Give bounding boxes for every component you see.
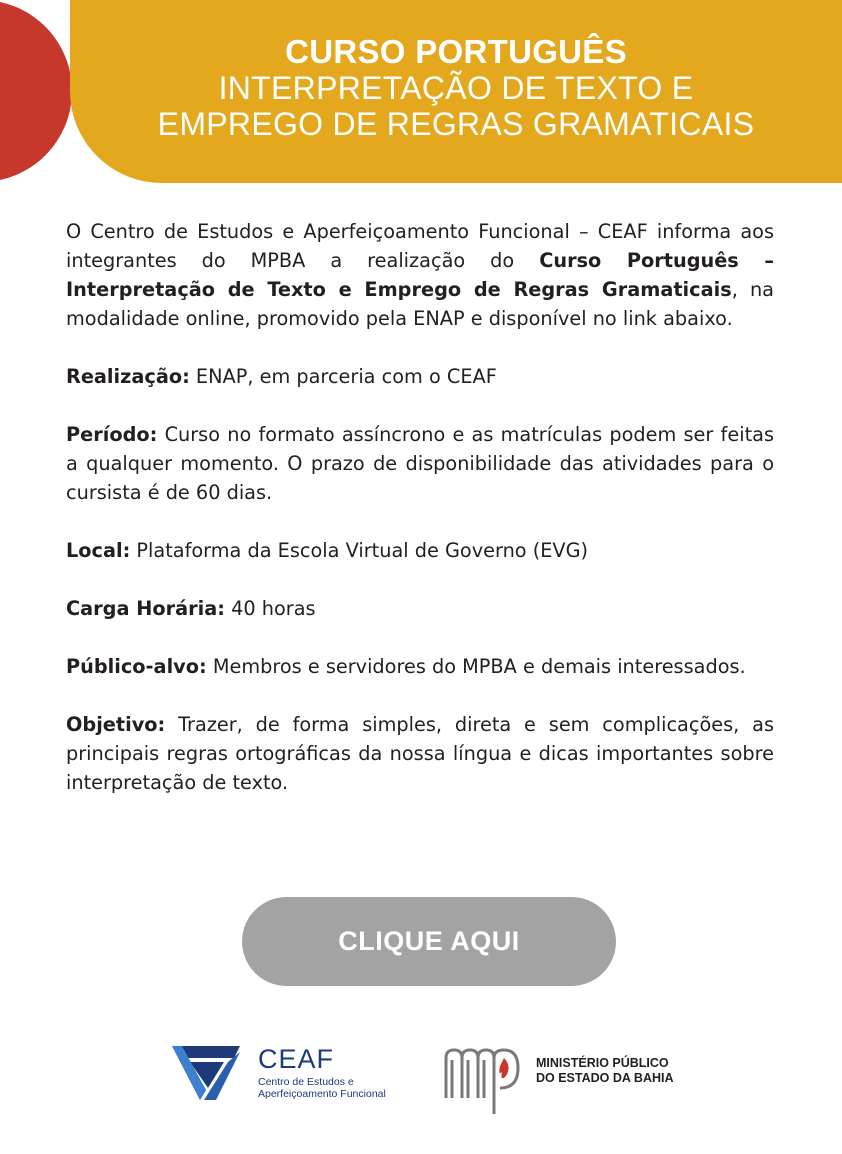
detail-label: Local:	[66, 539, 131, 562]
detail-label: Carga Horária:	[66, 597, 225, 620]
detail-value: 40 horas	[224, 597, 316, 620]
clique-aqui-button[interactable]: CLIQUE AQUI	[242, 897, 616, 986]
ceaf-logo	[168, 1038, 413, 1110]
mpba-name	[536, 1056, 674, 1086]
detail-label: Realização:	[66, 365, 190, 388]
detail-realizacao	[66, 362, 774, 391]
detail-label: Público-alvo:	[66, 655, 207, 678]
mpba-logo	[442, 1046, 692, 1116]
detail-value: Membros e servidores do MPBA e demais interessados.	[206, 655, 746, 678]
detail-publico-alvo	[66, 652, 774, 681]
page-title	[70, 34, 842, 142]
mpba-line-1: MINISTÉRIO PÚBLICO	[536, 1056, 669, 1070]
ceaf-sub-line-1: Centro de Estudos e	[258, 1076, 354, 1088]
detail-carga-horaria	[66, 594, 774, 623]
decorative-red-circle	[0, 0, 72, 182]
announcement-body	[66, 217, 774, 826]
detail-local	[66, 536, 774, 565]
mpba-line-2: DO ESTADO DA BAHIA	[536, 1071, 674, 1085]
title-line-3: EMPREGO DE REGRAS GRAMATICAIS	[157, 106, 755, 142]
ceaf-subtitle	[258, 1076, 386, 1100]
ceaf-emblem-icon	[168, 1038, 244, 1108]
detail-value: ENAP, em parceria com o CEAF	[189, 365, 497, 388]
intro-text-after: , na modalidade online, promovido pela ENAP e disponível no link abaixo.	[66, 278, 774, 330]
detail-value: Curso no formato assíncrono e as matrículas podem ser feitas a qualquer momento. O prazo de disponibilidade das atividades para o cursista é de 60 dias.	[66, 423, 774, 504]
intro-paragraph	[66, 217, 774, 333]
title-line-2: INTERPRETAÇÃO DE TEXTO E	[218, 70, 694, 106]
intro-text-before: O Centro de Estudos e Aperfeiçoamento Funcional – CEAF informa aos integrantes do MPBA a realização do	[66, 220, 774, 272]
detail-label: Objetivo:	[66, 713, 166, 736]
detail-periodo	[66, 420, 774, 507]
detail-value: Plataforma da Escola Virtual de Governo (EVG)	[130, 539, 589, 562]
ceaf-sub-line-2: Aperfeiçoamento Funcional	[258, 1088, 386, 1100]
title-line-1: CURSO PORTUGUÊS	[285, 33, 627, 70]
ceaf-name: CEAF	[258, 1044, 335, 1074]
course-name: Curso Português – Interpretação de Texto e Emprego de Regras Gramaticais	[66, 249, 774, 301]
detail-value: Trazer, de forma simples, direta e sem complicações, as principais regras ortográficas da nossa língua e dicas importantes sobre interpretação de texto.	[66, 713, 774, 794]
detail-objetivo	[66, 710, 774, 797]
mpba-emblem-icon	[442, 1046, 526, 1116]
detail-label: Período:	[66, 423, 158, 446]
